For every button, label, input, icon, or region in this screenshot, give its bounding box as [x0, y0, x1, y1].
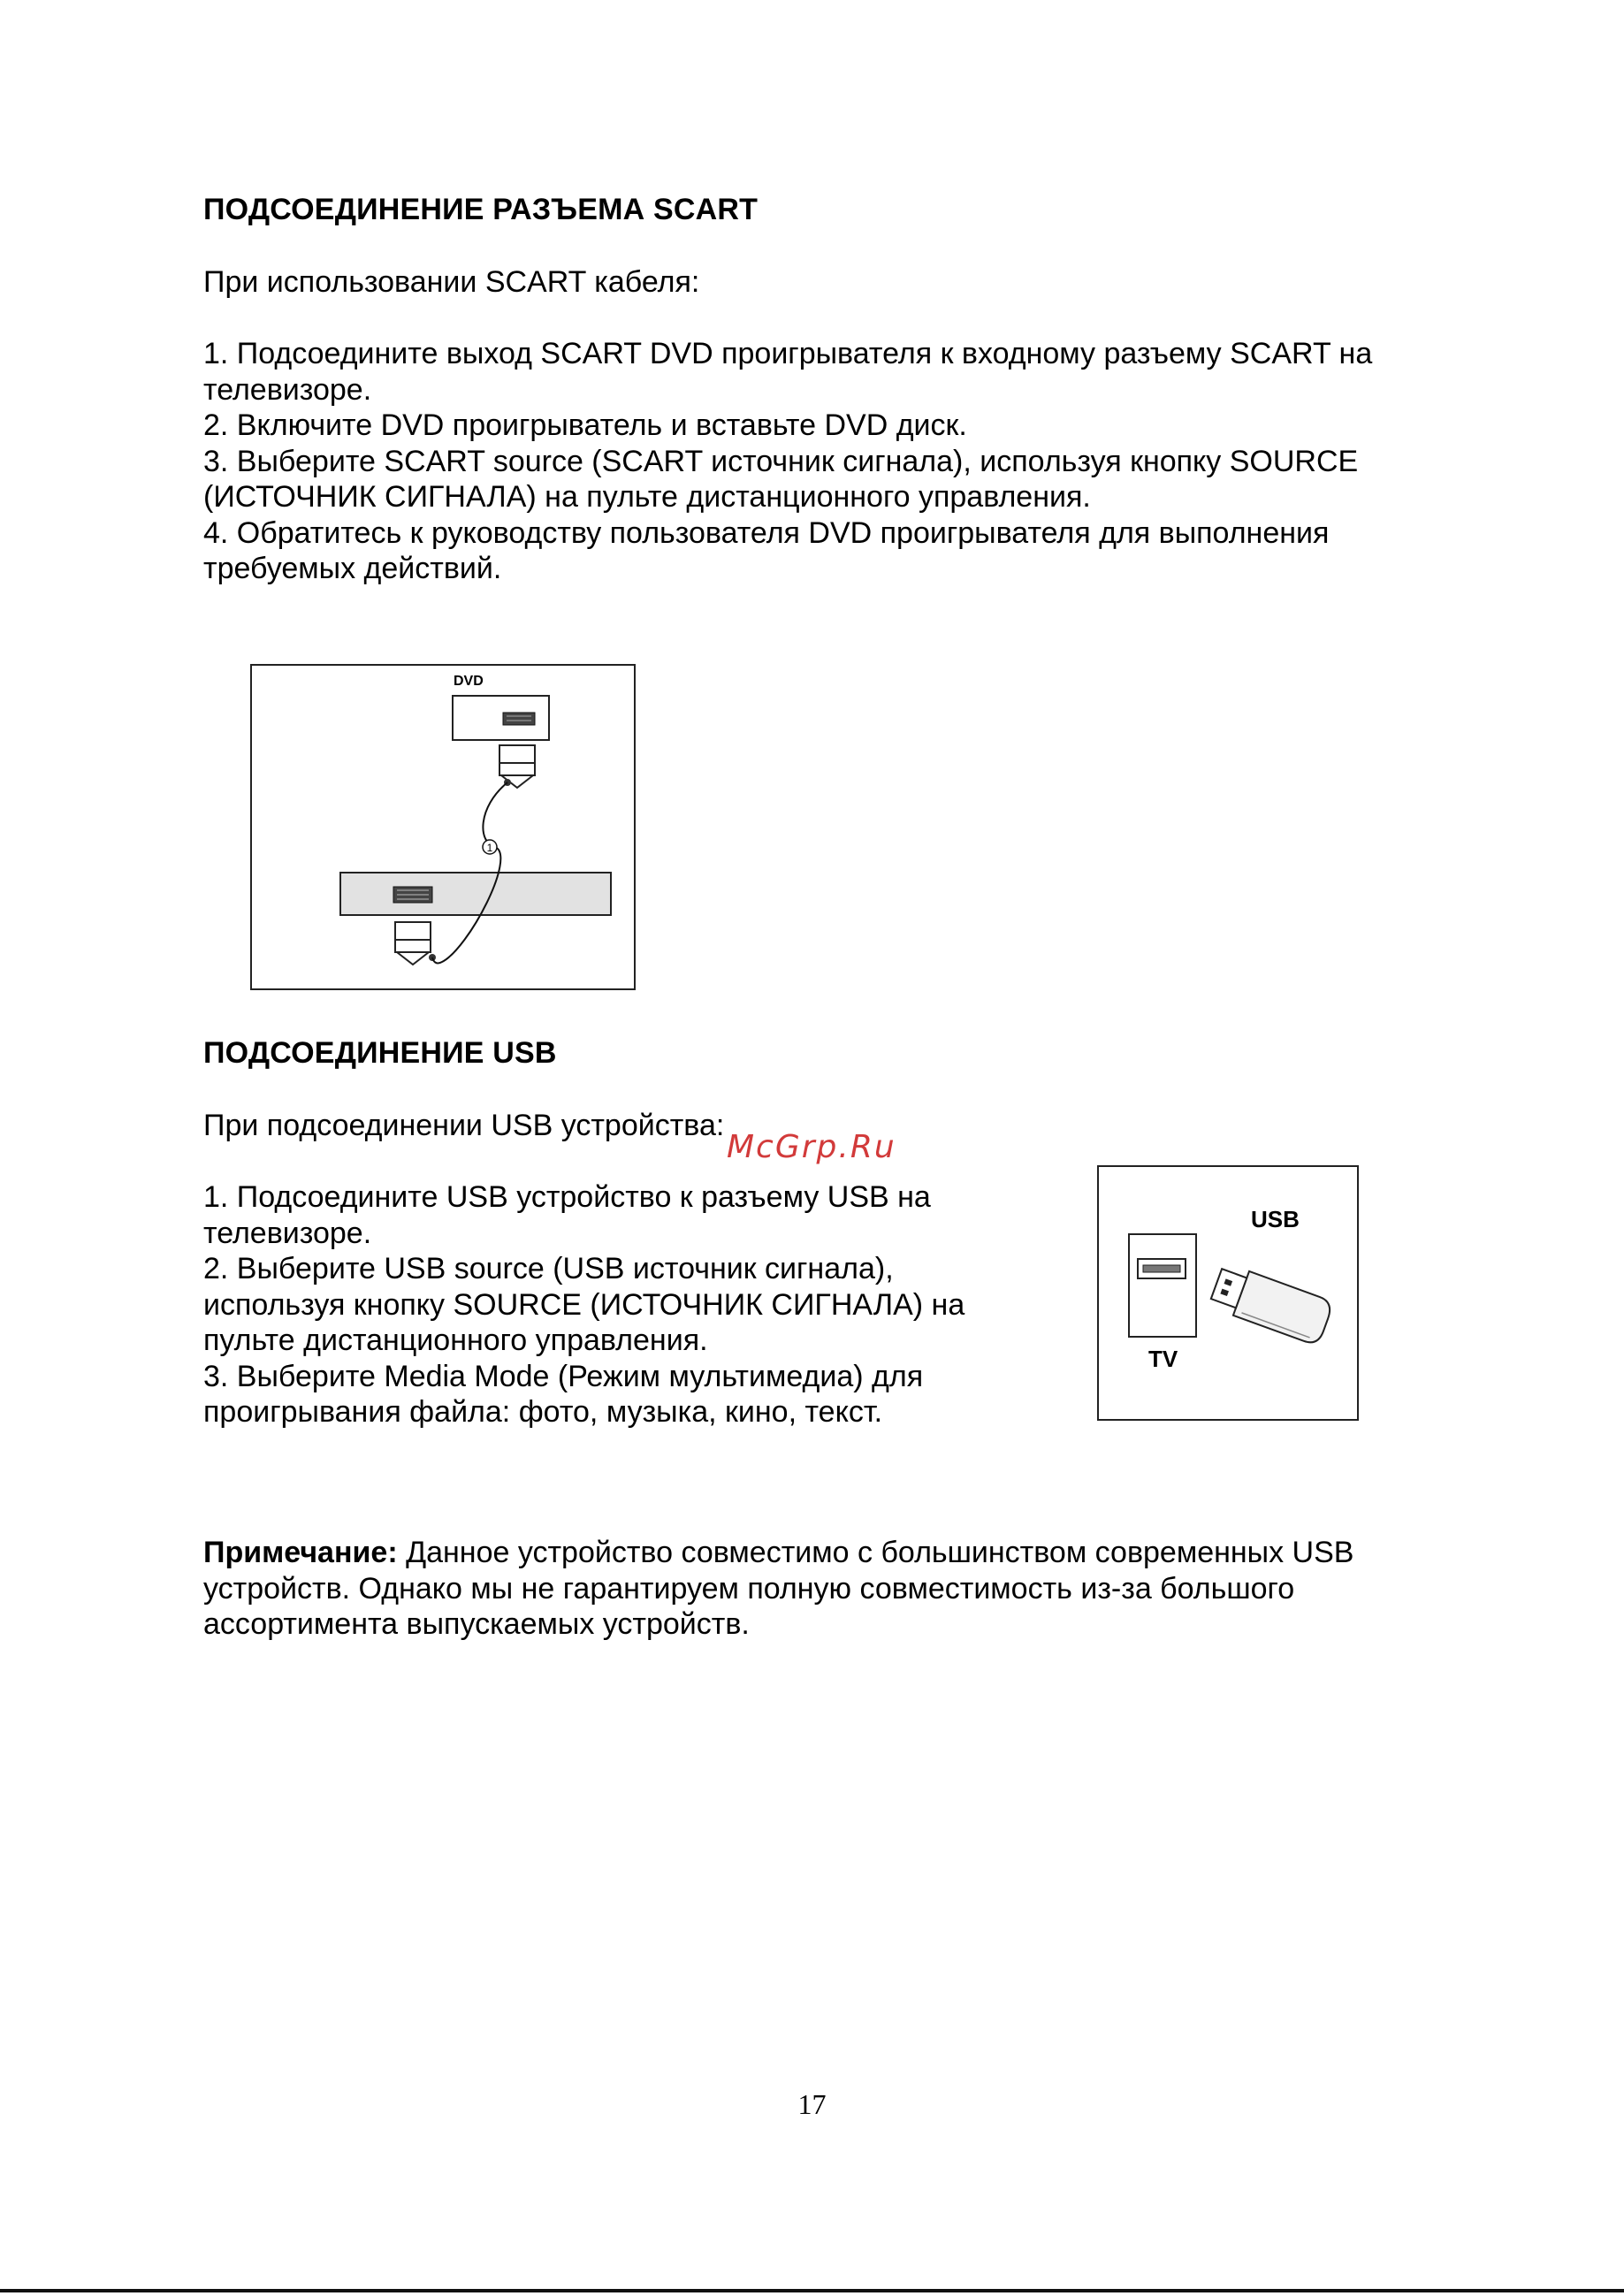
compatibility-note: [203, 1535, 1353, 1643]
scart-step-line: 3. Выберите SCART source (SCART источник сигнала), используя кнопку SOURCE: [203, 444, 1359, 478]
scart-intro: При использовании SCART кабеля:: [203, 265, 700, 299]
dvd-scart-plug: [499, 745, 535, 763]
dvd-scart-port: [503, 713, 535, 725]
note-text-line: устройств. Однако мы не гарантируем полную совместимость из-за большого: [203, 1571, 1295, 1606]
scart-step-line: телевизоре.: [203, 372, 372, 407]
usb-step-line: телевизоре.: [203, 1216, 372, 1250]
tv-label: TV: [1148, 1346, 1178, 1372]
scart-step-line: требуемых действий.: [203, 552, 502, 585]
usb-intro: При подсоединении USB устройства:: [203, 1109, 725, 1142]
scart-step-line: (ИСТОЧНИК СИГНАЛА) на пульте дистанционного управления.: [203, 480, 1091, 514]
note-text-line: ассортимента выпускаемых устройств.: [203, 1607, 750, 1641]
scart-step-line: 2. Включите DVD проигрыватель и вставьте DVD диск.: [203, 408, 967, 442]
usb-instructions: [203, 1179, 964, 1430]
usb-step-line: пульте дистанционного управления.: [203, 1323, 708, 1357]
scart-connection-diagram: [250, 664, 636, 990]
usb-step-line: 1. Подсоедините USB устройство к разъему USB на: [203, 1180, 931, 1214]
scart-heading: ПОДСОЕДИНЕНИЕ РАЗЪЕМА SCART: [203, 193, 759, 226]
bottom-edge-line: [0, 2289, 1624, 2292]
usb-heading: ПОДСОЕДИНЕНИЕ USB: [203, 1036, 557, 1070]
usb-connection-diagram: [1097, 1165, 1359, 1421]
scart-cable-illustration: [252, 666, 634, 988]
cable-number-text: 1: [486, 842, 493, 854]
note-text: Данное устройство совместимо с большинством современных USB: [397, 1536, 1354, 1569]
scart-instructions: [203, 336, 1372, 587]
tv-scart-plug: [395, 922, 431, 940]
usb-stick-shape: [1208, 1262, 1334, 1346]
tv-panel-shape: [1129, 1234, 1196, 1337]
tv-shape: [340, 873, 611, 915]
usb-step-line: используя кнопку SOURCE (ИСТОЧНИК СИГНАЛА) на: [203, 1287, 965, 1322]
page-number: 17: [797, 2088, 827, 2120]
usb-step-line: проигрывания файла: фото, музыка, кино, текст.: [203, 1395, 883, 1429]
scart-step-line: 1. Подсоедините выход SCART DVD проигрывателя к входному разъему SCART на: [203, 337, 1373, 370]
watermark: McGrp.Ru: [727, 1129, 896, 1165]
note-label: Примечание:: [203, 1536, 398, 1569]
scart-step-line: 4. Обратитесь к руководству пользователя DVD проигрывателя для выполнения: [203, 515, 1330, 550]
usb-step-line: 2. Выберите USB source (USB источник сигнала),: [203, 1252, 894, 1285]
usb-step-line: 3. Выберите Media Mode (Режим мультимедиа) для: [203, 1359, 924, 1393]
usb-label: USB: [1251, 1206, 1300, 1232]
usb-illustration: [1099, 1167, 1357, 1419]
dvd-label: DVD: [454, 674, 484, 689]
